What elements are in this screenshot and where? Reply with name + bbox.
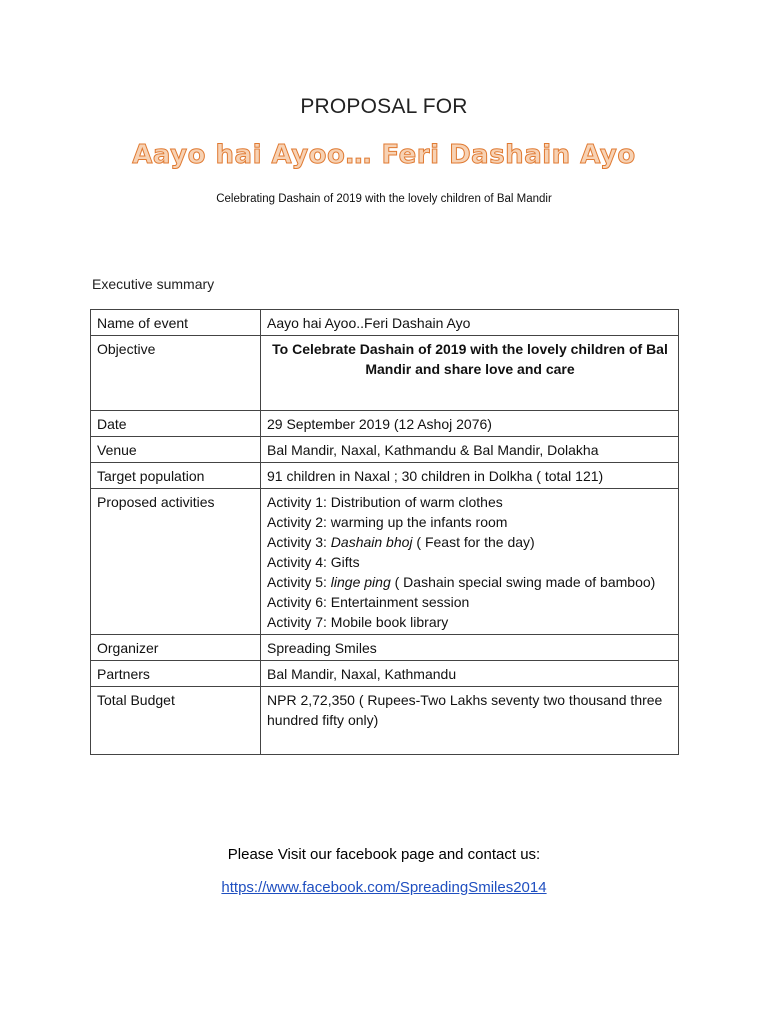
facebook-link[interactable]: https://www.facebook.com/SpreadingSmiles2014 — [221, 879, 547, 896]
total-budget-value: NPR 2,72,350 ( Rupees-Two Lakhs seventy two thousand three hundred fifty only) — [261, 687, 679, 755]
proposed-activities-label: Proposed activities — [91, 489, 261, 635]
objective-value: To Celebrate Dashain of 2019 with the lovely children of Bal Mandir and share love and care — [261, 336, 679, 411]
objective-label: Objective — [91, 336, 261, 411]
executive-summary-heading: Executive summary — [92, 276, 215, 292]
date-value: 29 September 2019 (12 Ashoj 2076) — [261, 411, 679, 437]
activity-item: Activity 1: Distribution of warm clothes — [267, 494, 503, 510]
table-row — [91, 411, 679, 437]
table-row — [91, 336, 679, 411]
table-row — [91, 635, 679, 661]
activity-item: Activity 2: warming up the infants room — [267, 514, 508, 530]
table-row — [91, 661, 679, 687]
activity-item: Activity 4: Gifts — [267, 554, 360, 570]
activity-item: Activity 5: linge ping ( Dashain special swing made of bamboo) — [267, 574, 656, 590]
name-of-event-label: Name of event — [91, 310, 261, 336]
partners-value: Bal Mandir, Naxal, Kathmandu — [261, 661, 679, 687]
venue-label: Venue — [91, 437, 261, 463]
organizer-label: Organizer — [91, 635, 261, 661]
subtitle: Celebrating Dashain of 2019 with the lovely children of Bal Mandir — [216, 193, 552, 205]
table-row — [91, 463, 679, 489]
venue-value: Bal Mandir, Naxal, Kathmandu & Bal Mandir, Dolakha — [261, 437, 679, 463]
contact-text: Please Visit our facebook page and contact us: — [227, 846, 541, 863]
organizer-value: Spreading Smiles — [261, 635, 679, 661]
facebook-link-container — [0, 879, 768, 896]
activity-item: Activity 3: Dashain bhoj ( Feast for the day) — [267, 534, 535, 550]
executive-summary-table — [90, 309, 679, 755]
table-row — [91, 437, 679, 463]
target-population-label: Target population — [91, 463, 261, 489]
proposal-heading: PROPOSAL FOR — [300, 95, 468, 118]
table-row — [91, 489, 679, 635]
proposed-activities-list — [261, 489, 679, 635]
table-row — [91, 687, 679, 755]
partners-label: Partners — [91, 661, 261, 687]
name-of-event-value: Aayo hai Ayoo..Feri Dashain Ayo — [261, 310, 679, 336]
activity-item: Activity 6: Entertainment session — [267, 594, 470, 610]
activity-item: Activity 7: Mobile book library — [267, 614, 449, 630]
date-label: Date — [91, 411, 261, 437]
table-row — [91, 310, 679, 336]
total-budget-label: Total Budget — [91, 687, 261, 755]
target-population-value: 91 children in Naxal ; 30 children in Dolkha ( total 121) — [261, 463, 679, 489]
event-title: Aayo hai Ayoo… Feri Dashain Ayo — [132, 140, 636, 170]
